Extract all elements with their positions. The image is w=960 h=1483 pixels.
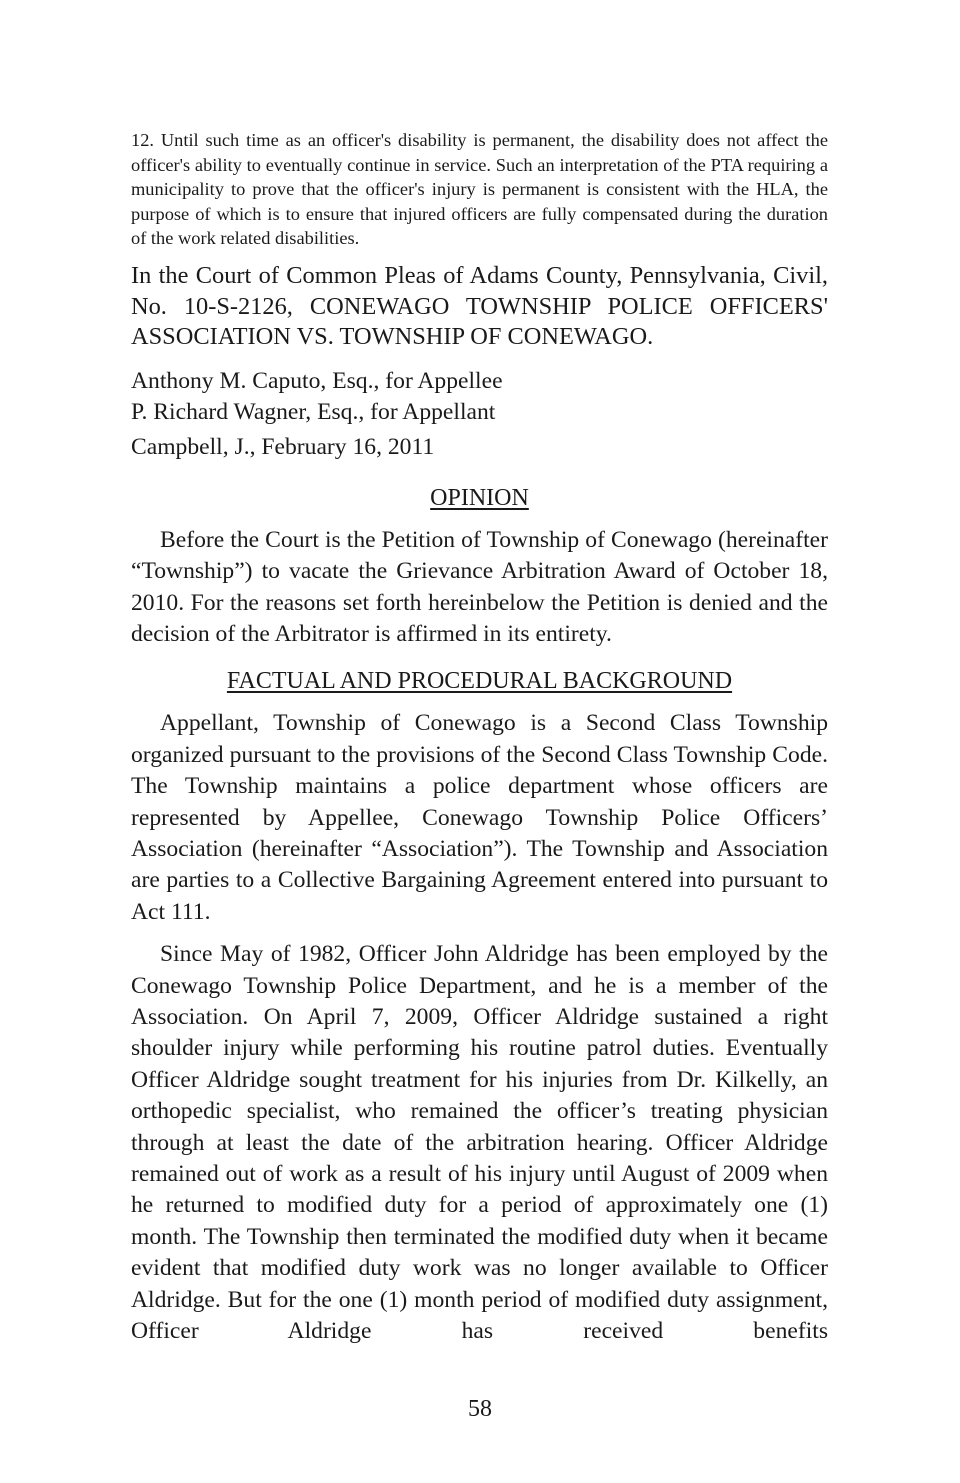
- headnote-12: 12. Until such time as an officer's disability is permanent, the disability does not affect the officer's ability to eventually continue in service. Such an interpretation of the PTA requiring a municipality to prove that the officer's injury is permanent is consistent with the HLA, the purpose of which is to ensure that injured officers are fully compensated during the duration of the work related disabilities.: [131, 130, 828, 249]
- background-heading: FACTUAL AND PROCEDURAL BACKGROUND: [226, 668, 733, 695]
- counsel-appellee: Anthony M. Caputo, Esq., for Appellee: [131, 367, 503, 394]
- counsel-appellant: P. Richard Wagner, Esq., for Appellant: [131, 398, 496, 425]
- opinion-intro-paragraph: Before the Court is the Petition of Township of Conewago (hereinafter “Township”) to vacate the Grievance Arbitration Award of October 18, 2010. For the reasons set forth hereinbelow the Petition is denied and the decision of the Arbitrator is affirmed in its entirety.: [131, 526, 828, 647]
- background-paragraph-2: Since May of 1982, Officer John Aldridge has been employed by the Conewago Township Police Department, and he is a member of the Association. On April 7, 2009, Officer Aldridge sustained a right shoulder injury while performing his routine patrol duties. Eventually Officer Aldridge sought treatment for his injuries from Dr. Kilkelly, an orthopedic specialist, who remained the officer’s treating physician through at least the date of the arbitration hearing. Officer Aldridge remained out of work as a result of his injury until August of 2009 when he returned to modified duty for a period of approximately one (1) month. The Township then terminated the modified duty when it became evident that modified duty work was no longer available to Officer Aldridge. But for the one (1) month period of modified duty assignment, Officer Aldridge has received benefits: [131, 941, 828, 1345]
- page-number: 58: [468, 1396, 492, 1422]
- opinion-heading: OPINION: [430, 484, 529, 511]
- counsel-block: [131, 366, 828, 428]
- background-paragraph-1: Appellant, Township of Conewago is a Second Class Township organized pursuant to the provisions of the Second Class Township Code. The Township maintains a police department whose officers are represented by Appellee, Conewago Township Police Officers’ Association (hereinafter “Association”). The Township and Association are parties to a Collective Bargaining Agreement entered into pursuant to Act 111.: [131, 710, 828, 925]
- case-caption: In the Court of Common Pleas of Adams County, Pennsylvania, Civil, No. 10-S-2126, CONEWAGO TOWNSHIP POLICE OFFICERS' ASSOCIATION VS. TOWNSHIP OF CONEWAGO.: [131, 261, 828, 351]
- judge-date-line: Campbell, J., February 16, 2011: [131, 433, 435, 460]
